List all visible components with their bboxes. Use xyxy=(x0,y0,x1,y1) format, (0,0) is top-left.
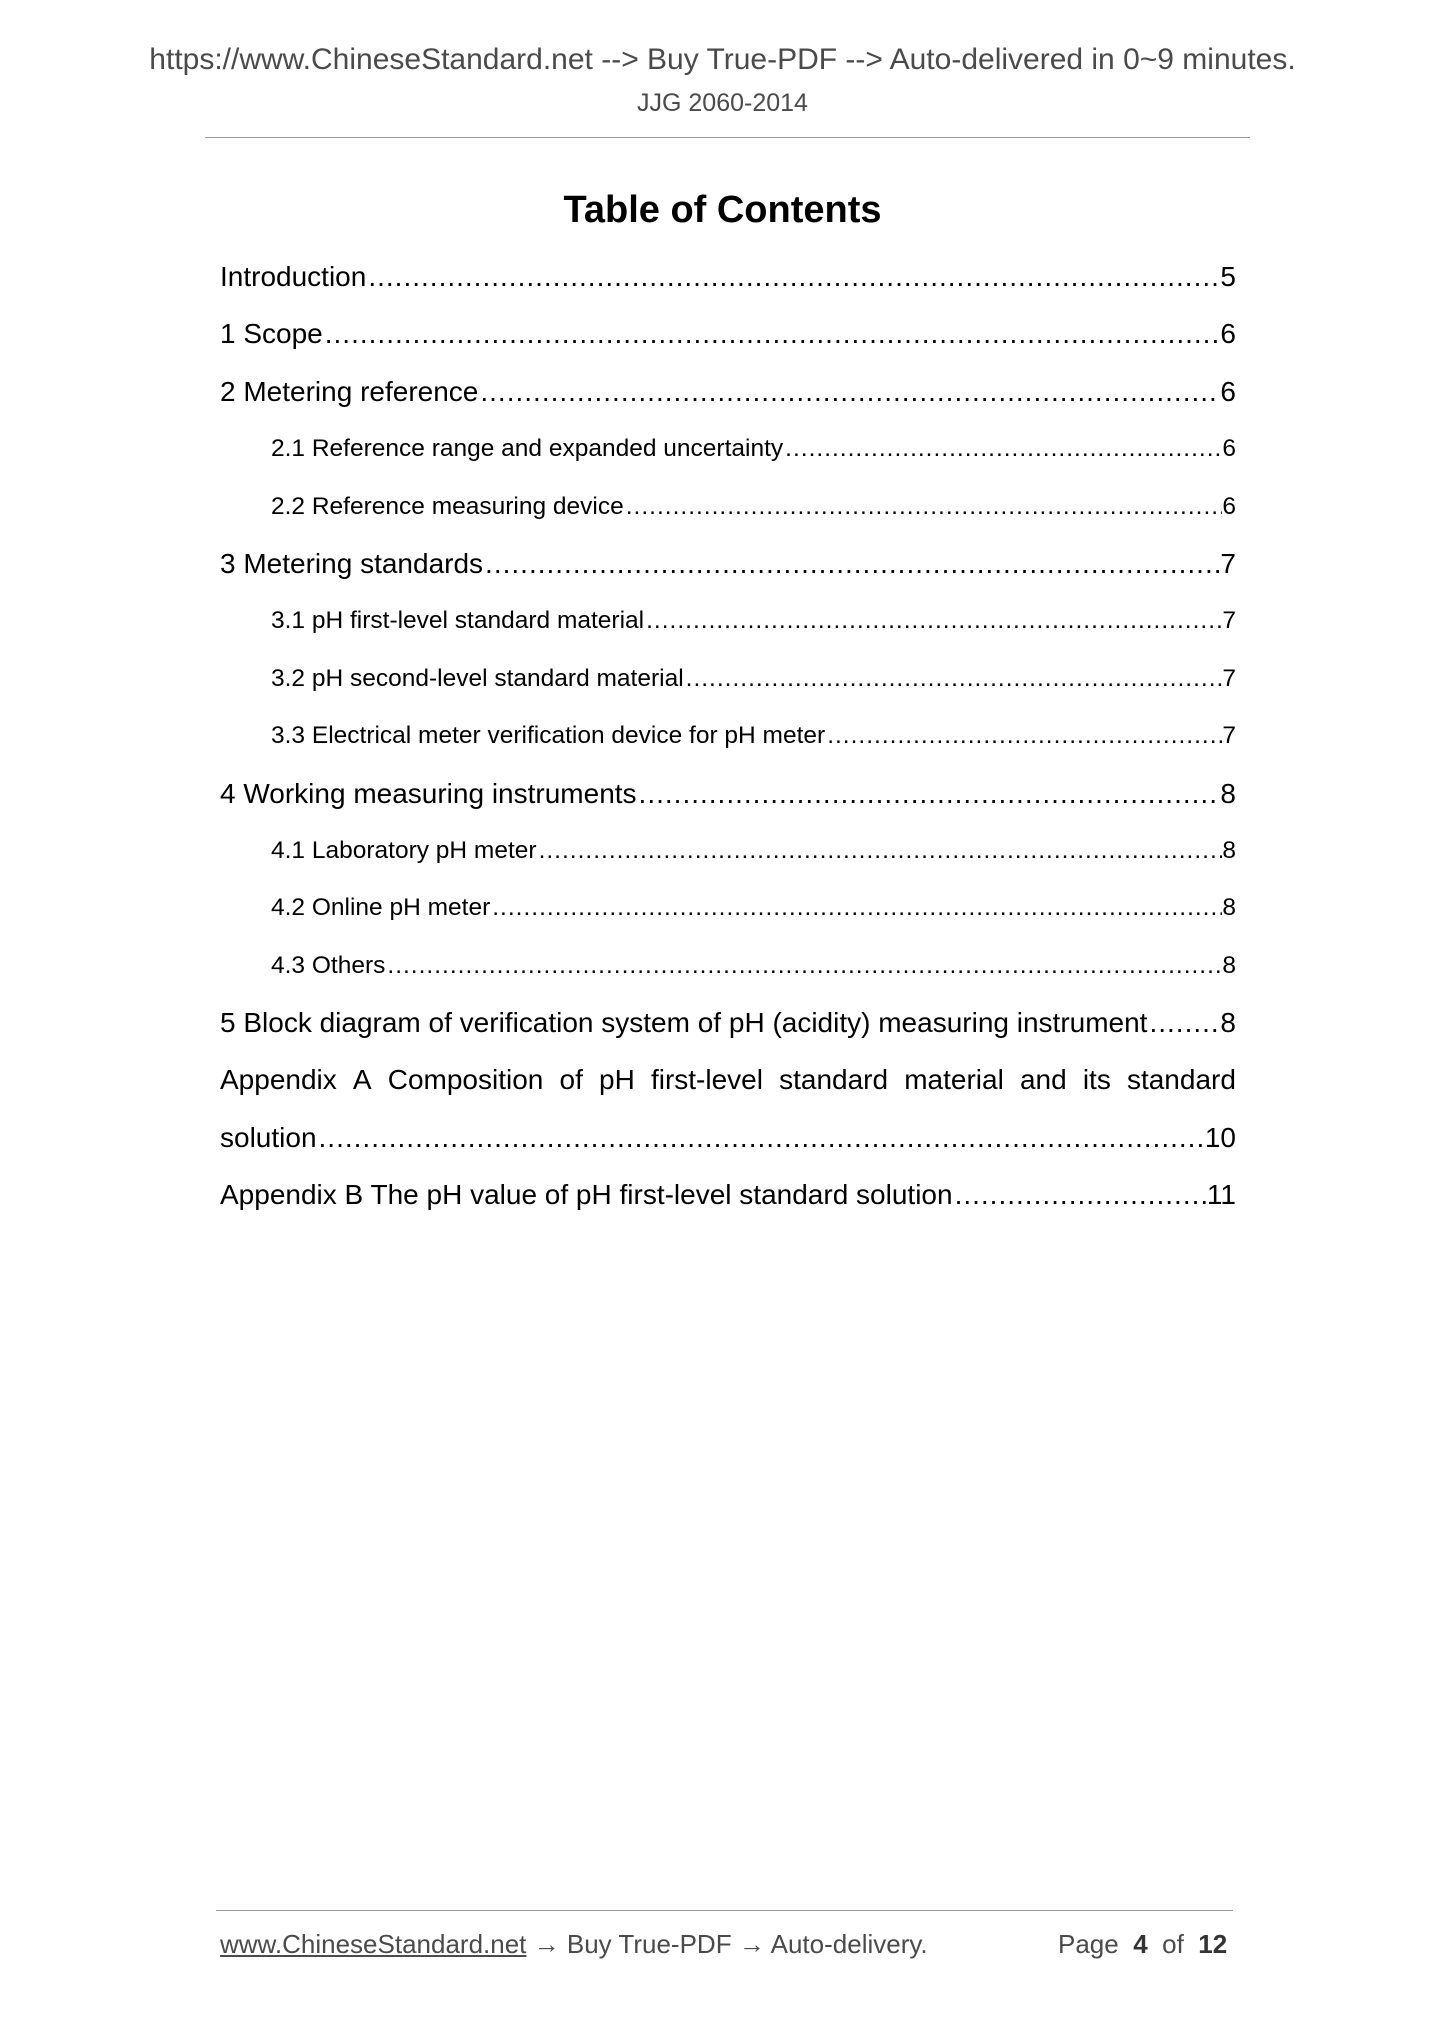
toc-entry-page: 8 xyxy=(1222,836,1236,864)
footer-divider xyxy=(216,1910,1233,1911)
toc-entry[interactable] xyxy=(220,707,1236,764)
dot-leader xyxy=(323,305,1221,362)
toc-entry[interactable] xyxy=(220,420,1236,477)
toc-entry-word: and xyxy=(1019,1064,1067,1096)
document-code: JJG 2060-2014 xyxy=(637,89,808,117)
dot-leader xyxy=(490,879,1222,936)
dot-leader xyxy=(366,248,1220,305)
toc-entry[interactable] xyxy=(220,478,1236,535)
toc-entry-word: standard xyxy=(779,1064,889,1096)
toc-entry-appendix-b[interactable] xyxy=(220,1166,1236,1223)
toc-entry-list xyxy=(220,248,1236,1051)
toc-entry-text: 4 Working measuring instruments xyxy=(220,777,637,809)
toc-entry-text: 4.3 Others xyxy=(271,951,386,979)
current-page: 4 xyxy=(1133,1929,1148,1959)
toc-entry-text: Introduction xyxy=(220,261,367,292)
toc-entry-word: Appendix xyxy=(220,1064,337,1096)
toc-entry-text: 2 Metering reference xyxy=(220,375,479,407)
toc-entry-page: 11 xyxy=(1206,1179,1236,1211)
footer-buy-text: Buy True-PDF xyxy=(566,1929,732,1959)
toc-entry-appendix-a[interactable] xyxy=(220,1051,1236,1108)
toc-entry[interactable] xyxy=(220,305,1236,362)
toc-entry[interactable] xyxy=(220,937,1236,994)
toc-entry-page: 8 xyxy=(1222,951,1236,979)
toc-title: Table of Contents xyxy=(563,189,882,231)
toc-entry[interactable] xyxy=(220,822,1236,879)
footer-source xyxy=(220,1924,928,1964)
toc-entry-page: 6 xyxy=(1220,375,1236,407)
toc-entry[interactable] xyxy=(220,650,1236,707)
page-number xyxy=(1058,1924,1227,1964)
toc-entry-text: 2.1 Reference range and expanded uncertainty xyxy=(271,435,784,463)
toc-entry-text: 4.1 Laboratory pH meter xyxy=(271,836,537,864)
source-banner: https://www.ChineseStandard.net --> Buy True-PDF --> Auto-delivered in 0~9 minutes. xyxy=(149,43,1296,76)
toc-entry-page: 6 xyxy=(1220,318,1236,350)
toc-entry-page: 8 xyxy=(1220,1007,1236,1039)
total-pages: 12 xyxy=(1198,1929,1228,1959)
toc-entry-page: 6 xyxy=(1222,435,1236,463)
toc-entry-word: its xyxy=(1082,1064,1111,1096)
toc-entry-word: Composition xyxy=(387,1064,544,1096)
dot-leader xyxy=(624,478,1223,535)
toc-entry[interactable] xyxy=(220,363,1236,420)
toc-entry-page: 7 xyxy=(1222,722,1236,750)
toc-entry-page: 6 xyxy=(1222,492,1236,520)
toc-entry-page: 10 xyxy=(1204,1121,1236,1153)
toc-entry[interactable] xyxy=(220,994,1236,1051)
dot-leader xyxy=(953,1166,1207,1223)
toc-entry-text: 1 Scope xyxy=(220,318,323,350)
toc-entry-text: 4.2 Online pH meter xyxy=(271,894,491,922)
footer-site-link[interactable]: www.ChineseStandard.net xyxy=(220,1929,527,1959)
dot-leader xyxy=(537,822,1223,879)
toc-entry-text: 2.2 Reference measuring device xyxy=(271,492,624,520)
toc-entry[interactable] xyxy=(220,879,1236,936)
toc-entry[interactable] xyxy=(220,248,1236,305)
toc-entry-text: 3.2 pH second-level standard material xyxy=(271,664,684,692)
toc-entry-page: 8 xyxy=(1222,894,1236,922)
toc-entry-text: 3 Metering standards xyxy=(220,547,484,579)
dot-leader xyxy=(637,765,1221,822)
toc-entry-word: material xyxy=(904,1064,1004,1096)
toc-entry-text: Appendix B The pH value of pH first-level standard solution xyxy=(220,1179,953,1211)
toc-entry-page: 7 xyxy=(1220,547,1236,579)
dot-leader xyxy=(317,1109,1205,1166)
dot-leader xyxy=(483,535,1220,592)
toc-entry-word: of xyxy=(559,1064,583,1096)
dot-leader xyxy=(825,707,1222,764)
toc-entry[interactable] xyxy=(220,535,1236,592)
table-of-contents xyxy=(220,248,1236,1224)
toc-entry[interactable] xyxy=(220,765,1236,822)
dot-leader xyxy=(385,937,1222,994)
dot-leader xyxy=(644,592,1222,649)
toc-entry-text: 5 Block diagram of verification system of pH (acidity) measuring instrument xyxy=(220,1007,1148,1039)
toc-entry-appendix-a-continued[interactable] xyxy=(220,1109,1236,1166)
of-label: of xyxy=(1162,1929,1184,1959)
dot-leader xyxy=(783,420,1222,477)
toc-entry-page: 5 xyxy=(1220,261,1236,292)
dot-leader xyxy=(478,363,1220,420)
header-divider xyxy=(205,137,1250,138)
toc-entry-page: 7 xyxy=(1222,664,1236,692)
toc-entry-word: pH xyxy=(599,1064,635,1096)
arrow-right-icon: → xyxy=(738,1929,765,1959)
page-label: Page xyxy=(1058,1929,1119,1959)
toc-entry-page: 8 xyxy=(1220,777,1236,809)
toc-entry[interactable] xyxy=(220,592,1236,649)
toc-entry-word: first-level xyxy=(650,1064,763,1096)
toc-entry-page: 7 xyxy=(1222,607,1236,635)
dot-leader xyxy=(684,650,1223,707)
toc-entry-text: 3.3 Electrical meter verification device for pH meter xyxy=(271,722,826,750)
arrow-right-icon: → xyxy=(533,1929,560,1959)
toc-entry-word: A xyxy=(352,1064,372,1096)
toc-entry-text: 3.1 pH first-level standard material xyxy=(271,607,645,635)
dot-leader xyxy=(1147,994,1220,1051)
footer-delivery-text: Auto-delivery. xyxy=(770,1929,928,1959)
toc-entry-text: solution xyxy=(220,1121,317,1153)
toc-entry-word: standard xyxy=(1126,1064,1236,1096)
